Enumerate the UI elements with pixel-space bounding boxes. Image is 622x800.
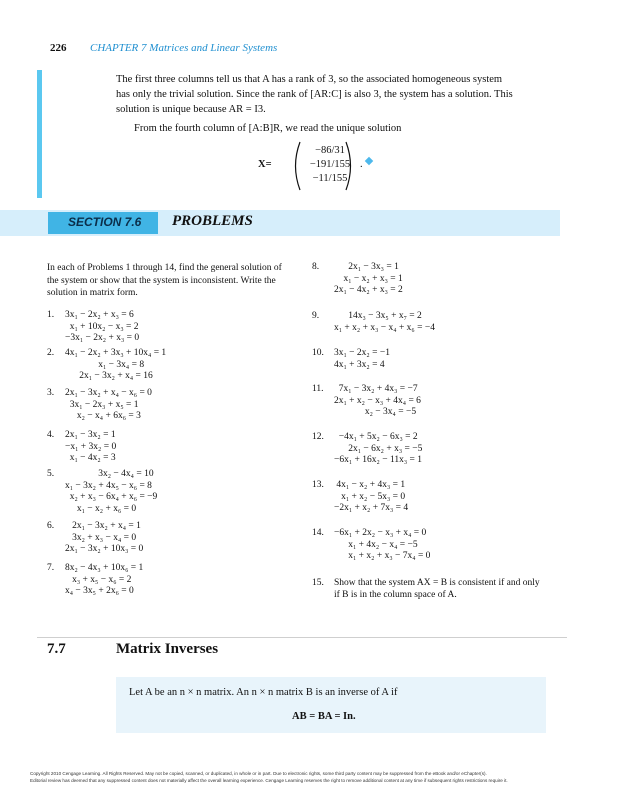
right-parenthesis — [344, 141, 356, 191]
definition-box — [116, 677, 546, 733]
problem-equations: 4x₁ − 2x₂ + 3x₃ + 10x₄ = 1 x₁ − 3x₄ = 8 2x₁ − 3x₂ + x₄ = 16 — [65, 348, 167, 381]
section-tag-label: SECTION 7.6 — [68, 215, 142, 229]
section-heading: Matrix Inverses — [116, 641, 219, 657]
problem-number: 5. — [47, 469, 55, 479]
top-line-1: The first three columns tell us that A has a rank of 3, so the associated homogeneous system — [116, 74, 503, 85]
solution-entry-3: −11/155 — [312, 173, 348, 184]
solution-label: X= — [258, 159, 272, 170]
problem-equations: 3x₂ − 4x₄ = 10 x₁ − 3x₂ + 4x₅ − x₆ = 8 x₂ + x₃ − 6x₄ + x₆ = −9 x₁ − x₂ + x₆ = 0 — [65, 469, 158, 514]
problem-equations: 8x₂ − 4x₃ + 10x₆ = 1 x₃ + x₅ − x₆ = 2 x₄ − 3x₅ + 2x₆ = 0 — [65, 563, 144, 596]
definition-equation: AB = BA = In. — [292, 711, 356, 722]
problem-equations: 3x₁ − 2x₂ + x₃ = 6 x₁ + 10x₂ − x₃ = 2 −3x₁ − 2x₂ + x₃ = 0 — [65, 310, 140, 343]
problem-equations: 2x₁ − 3x₂ + x₄ = 1 3x₂ + x₃ − x₄ = 0 2x₁ − 3x₂ + 10x₃ = 0 — [65, 521, 144, 554]
problem-equations: 3x₁ − 2x₂ = −1 4x₁ + 3x₂ = 4 — [334, 348, 390, 370]
problem-equations: 4x₁ − x₂ + 4x₃ = 1 x₁ + x₂ − 5x₃ = 0 −2x₁ + x₂ + 7x₃ = 4 — [334, 480, 409, 513]
problem-number: 15. — [312, 578, 324, 588]
section-divider — [37, 637, 567, 638]
problem-number: 9. — [312, 311, 320, 321]
top-line-4: From the fourth column of [A:B]R, we read the unique solution — [134, 123, 402, 134]
problem-equations: 2x₁ − 3x₂ + x₄ − x₆ = 0 3x₁ − 2x₃ + x₅ = 1 x₂ − x₄ + 6x₆ = 3 — [65, 388, 152, 421]
problem-number: 1. — [47, 310, 55, 320]
copyright-line-2: Editorial review has deemed that any suppressed content does not materially affect the overall learning experience. Cengage Learning reserves the right to remove additional content at any time if subsequent rights restrictions require it. — [30, 778, 508, 783]
problem-number: 13. — [312, 480, 324, 490]
definition-text: Let A be an n × n matrix. An n × n matrix B is an inverse of A if — [129, 687, 398, 698]
problem-equations: 14x₃ − 3x₅ + x₇ = 2 x₁ + x₂ + x₃ − x₄ + x₆ = −4 — [334, 311, 435, 333]
problem-equations: −4x₁ + 5x₂ − 6x₃ = 2 2x₁ − 6x₂ + x₃ = −5 −6x₁ + 16x₂ − 11x₃ = 1 — [334, 432, 423, 465]
section-title: PROBLEMS — [172, 213, 253, 229]
problem-number: 12. — [312, 432, 324, 442]
copyright-line-1: Copyright 2010 Cengage Learning. All Rights Reserved. May not be copied, scanned, or duplicated, in whole or in part. Due to electronic rights, some third party content may be suppressed from the eBook and/or eChapter(s). — [30, 771, 487, 776]
section-number: 7.7 — [47, 641, 66, 657]
page-number: 226 — [50, 42, 67, 54]
end-of-example-diamond-icon — [365, 157, 373, 165]
top-line-3: solution is unique because AR = I3. — [116, 104, 266, 115]
solution-entry-1: −86/31 — [315, 145, 345, 156]
problem-equations: −6x₁ + 2x₂ − x₃ + x₄ = 0 x₁ + 4x₂ − x₄ = −5 x₁ + x₂ + x₃ − 7x₄ = 0 — [334, 528, 431, 561]
solution-period: . — [360, 159, 363, 170]
problem-number: 2. — [47, 348, 55, 358]
problem-number: 10. — [312, 348, 324, 358]
problems-intro: In each of Problems 1 through 14, find the general solution of the system or show that the system is inconsistent. Write the solution in matrix form. — [47, 263, 282, 298]
problem-number: 8. — [312, 262, 320, 272]
chapter-title: CHAPTER 7 Matrices and Linear Systems — [90, 42, 278, 54]
problem-equations: 7x₁ − 3x₂ + 4x₃ = −7 2x₁ + x₂ − x₃ + 4x₄ = 6 x₂ − 3x₄ = −5 — [334, 384, 421, 417]
problem-equations: 2x₁ − 3x₃ = 1 x₁ − x₂ + x₃ = 1 2x₁ − 4x₂ + x₃ = 2 — [334, 262, 403, 295]
problem-number: 11. — [312, 384, 324, 394]
problem-equations: 2x₁ − 3x₂ = 1 −x₁ + 3x₂ = 0 x₁ − 4x₂ = 3 — [65, 430, 117, 463]
solution-entry-2: −191/155 — [309, 159, 351, 170]
problem-statement: Show that the system AX = B is consistent if and only if B is in the column space of A. — [334, 578, 540, 600]
problem-number: 3. — [47, 388, 55, 398]
margin-accent-bar — [37, 70, 42, 198]
problem-number: 6. — [47, 521, 55, 531]
problem-number: 7. — [47, 563, 55, 573]
problem-number: 4. — [47, 430, 55, 440]
problem-number: 14. — [312, 528, 324, 538]
top-line-2: has only the trivial solution. Since the rank of [AR:C] is also 3, the system has a solution. This — [116, 89, 513, 100]
